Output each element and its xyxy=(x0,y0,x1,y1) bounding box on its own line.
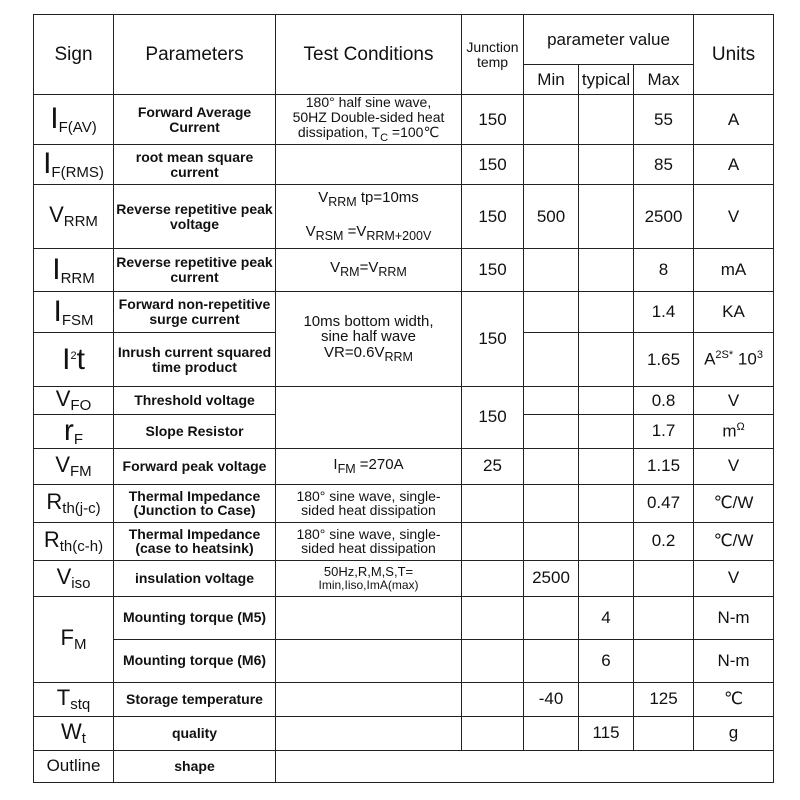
sign-tstq: $T_{stq}$ xyxy=(34,682,114,716)
sign-ifsm: $I_{FSM}$ xyxy=(34,292,114,333)
unit-ifsm: KA xyxy=(694,292,774,333)
header-sign: Sign xyxy=(34,15,114,95)
min-rf xyxy=(524,415,579,449)
tj-rth-ch xyxy=(462,522,524,560)
unit-rth-jc: ℃/W xyxy=(694,484,774,522)
unit-fm-m6: N-m xyxy=(694,639,774,682)
max-fm-m5 xyxy=(634,596,694,639)
tj-if-rms: 150 xyxy=(462,145,524,185)
typ-ifsm xyxy=(579,292,634,333)
max-if-av: 55 xyxy=(634,95,694,145)
min-rth-ch xyxy=(524,522,579,560)
typ-vfm xyxy=(579,448,634,484)
tj-vfm: 25 xyxy=(462,448,524,484)
min-irrm xyxy=(524,249,579,292)
sign-if-av: $I_{F(AV)}$ xyxy=(34,95,114,145)
param-irrm: Reverse repetitive peak current xyxy=(114,249,276,292)
cond-vfo-rf xyxy=(276,387,462,449)
sign-wt: $W_t$ xyxy=(34,716,114,750)
table-row xyxy=(34,596,774,639)
unit-if-rms: A xyxy=(694,145,774,185)
table-row xyxy=(34,522,774,560)
typ-wt: 115 xyxy=(579,716,634,750)
min-if-av xyxy=(524,95,579,145)
max-if-rms: 85 xyxy=(634,145,694,185)
table-row xyxy=(34,95,774,145)
sign-fm: $F_M$ xyxy=(34,596,114,682)
param-vfo: Threshold voltage xyxy=(114,387,276,415)
table-row xyxy=(34,292,774,333)
cond-vfm: $I_{FM} =270A$ xyxy=(276,448,462,484)
cond-if-rms xyxy=(276,145,462,185)
param-fm-m6: Mounting torque (M6) xyxy=(114,639,276,682)
cond-fm-m5 xyxy=(276,596,462,639)
max-i2t: 1.65 xyxy=(634,333,694,387)
param-fm-m5: Mounting torque (M5) xyxy=(114,596,276,639)
unit-tstq: ℃ xyxy=(694,682,774,716)
table-row xyxy=(34,387,774,415)
min-i2t xyxy=(524,333,579,387)
unit-rth-ch: ℃/W xyxy=(694,522,774,560)
table-row xyxy=(34,484,774,522)
table-row xyxy=(34,639,774,682)
header-junction-temp-line1: Junction xyxy=(466,38,519,55)
unit-rf: $m^\Omega$ xyxy=(694,415,774,449)
min-rth-jc xyxy=(524,484,579,522)
header-test-conditions: Test Conditions xyxy=(276,15,462,95)
header-typical: typical xyxy=(579,65,634,95)
min-vfm xyxy=(524,448,579,484)
sign-rth-ch: $R_{th(c-h)}$ xyxy=(34,522,114,560)
param-if-av: Forward Average Current xyxy=(114,95,276,145)
cond-viso: 50Hz,R,M,S,T= Imin,Iiso,ImA(max) xyxy=(276,560,462,596)
header-max: Max xyxy=(634,65,694,95)
min-fm-m6 xyxy=(524,639,579,682)
param-tstq: Storage temperature xyxy=(114,682,276,716)
table-row xyxy=(34,682,774,716)
tj-tstq xyxy=(462,682,524,716)
param-ifsm: Forward non-repetitive surge current xyxy=(114,292,276,333)
max-rf: 1.7 xyxy=(634,415,694,449)
max-fm-m6 xyxy=(634,639,694,682)
min-tstq: -40 xyxy=(524,682,579,716)
tj-fm-m6 xyxy=(462,639,524,682)
header-parameter-value: parameter value xyxy=(524,15,694,65)
table-row xyxy=(34,249,774,292)
sign-rf: $r_F$ xyxy=(34,415,114,449)
unit-vrrm: V xyxy=(694,185,774,249)
param-vrrm: Reverse repetitive peak voltage xyxy=(114,185,276,249)
table-row xyxy=(34,448,774,484)
min-viso: 2500 xyxy=(524,560,579,596)
table-row xyxy=(34,185,774,249)
tj-vfo-rf: 150 xyxy=(462,387,524,449)
param-rth-ch: Thermal Impedance (case to heatsink) xyxy=(114,522,276,560)
param-wt: quality xyxy=(114,716,276,750)
header-junction-temp xyxy=(462,15,524,95)
sign-outline: Outline xyxy=(34,750,114,782)
tj-if-av: 150 xyxy=(462,95,524,145)
typ-if-rms xyxy=(579,145,634,185)
header-units: Units xyxy=(694,15,774,95)
sign-i2t: $I^2t$ xyxy=(34,333,114,387)
cond-tstq xyxy=(276,682,462,716)
param-outline: shape xyxy=(114,750,276,782)
tj-irrm: 150 xyxy=(462,249,524,292)
typ-tstq xyxy=(579,682,634,716)
header-row-1 xyxy=(34,15,774,65)
specification-table xyxy=(33,14,774,783)
unit-if-av: A xyxy=(694,95,774,145)
cond-rth-jc: 180° sine wave, single- sided heat dissipation xyxy=(276,484,462,522)
max-vfo: 0.8 xyxy=(634,387,694,415)
param-rth-jc: Thermal Impedance (Junction to Case) xyxy=(114,484,276,522)
tj-viso xyxy=(462,560,524,596)
sign-viso: $V_{iso}$ xyxy=(34,560,114,596)
param-viso: insulation voltage xyxy=(114,560,276,596)
typ-if-av xyxy=(579,95,634,145)
sign-vrrm: $V_{RRM}$ xyxy=(34,185,114,249)
sign-vfo: $V_{FO}$ xyxy=(34,387,114,415)
max-tstq: 125 xyxy=(634,682,694,716)
table-row xyxy=(34,145,774,185)
cond-irrm: $V_{RM}=V_{RRM}$ xyxy=(276,249,462,292)
min-vrrm: 500 xyxy=(524,185,579,249)
typ-i2t xyxy=(579,333,634,387)
tj-vrrm: 150 xyxy=(462,185,524,249)
typ-rf xyxy=(579,415,634,449)
sign-irrm: $I_{RRM}$ xyxy=(34,249,114,292)
param-rf: Slope Resistor xyxy=(114,415,276,449)
param-vfm: Forward peak voltage xyxy=(114,448,276,484)
param-if-rms: root mean square current xyxy=(114,145,276,185)
tj-ifsm-i2t: 150 xyxy=(462,292,524,387)
table-row xyxy=(34,750,774,782)
header-parameters: Parameters xyxy=(114,15,276,95)
max-vrrm: 2500 xyxy=(634,185,694,249)
cond-if-av: 180° half sine wave, 50HZ Double-sided heat dissipation, $T_C$ =100℃ xyxy=(276,95,462,145)
table-row xyxy=(34,560,774,596)
cond-rth-ch: 180° sine wave, single- sided heat dissipation xyxy=(276,522,462,560)
param-i2t: Inrush current squared time product xyxy=(114,333,276,387)
typ-vfo xyxy=(579,387,634,415)
sign-rth-jc: $R_{th(j-c)}$ xyxy=(34,484,114,522)
header-junction-temp-line2: temp xyxy=(476,53,509,70)
min-if-rms xyxy=(524,145,579,185)
max-vfm: 1.15 xyxy=(634,448,694,484)
unit-irrm: mA xyxy=(694,249,774,292)
unit-viso: V xyxy=(694,560,774,596)
min-vfo xyxy=(524,387,579,415)
typ-fm-m6: 6 xyxy=(579,639,634,682)
cond-vrrm: $V_{RRM}$ tp=10ms $V_{RSM} =V_{RRM+200V}$ xyxy=(276,185,462,249)
cond-ifsm-i2t: 10ms bottom width, sine half wave $VR=0.6V_{RRM}$ xyxy=(276,292,462,387)
min-wt xyxy=(524,716,579,750)
typ-vrrm xyxy=(579,185,634,249)
min-ifsm xyxy=(524,292,579,333)
typ-rth-jc xyxy=(579,484,634,522)
sign-vfm: $V_{FM}$ xyxy=(34,448,114,484)
typ-viso xyxy=(579,560,634,596)
unit-wt: g xyxy=(694,716,774,750)
cond-wt xyxy=(276,716,462,750)
max-rth-ch: 0.2 xyxy=(634,522,694,560)
min-fm-m5 xyxy=(524,596,579,639)
typ-rth-ch xyxy=(579,522,634,560)
tj-fm-m5 xyxy=(462,596,524,639)
unit-i2t: $A^{2S*}$ $10^3$ xyxy=(694,333,774,387)
unit-fm-m5: N-m xyxy=(694,596,774,639)
header-min: Min xyxy=(524,65,579,95)
max-wt xyxy=(634,716,694,750)
typ-fm-m5: 4 xyxy=(579,596,634,639)
max-viso xyxy=(634,560,694,596)
table-row xyxy=(34,716,774,750)
tj-rth-jc xyxy=(462,484,524,522)
sign-if-rms: $I_{F(RMS)}$ xyxy=(34,145,114,185)
unit-vfo: V xyxy=(694,387,774,415)
unit-vfm: V xyxy=(694,448,774,484)
outline-drawing-area xyxy=(276,750,774,782)
tj-wt xyxy=(462,716,524,750)
max-rth-jc: 0.47 xyxy=(634,484,694,522)
max-irrm: 8 xyxy=(634,249,694,292)
cond-fm-m6 xyxy=(276,639,462,682)
typ-irrm xyxy=(579,249,634,292)
max-ifsm: 1.4 xyxy=(634,292,694,333)
